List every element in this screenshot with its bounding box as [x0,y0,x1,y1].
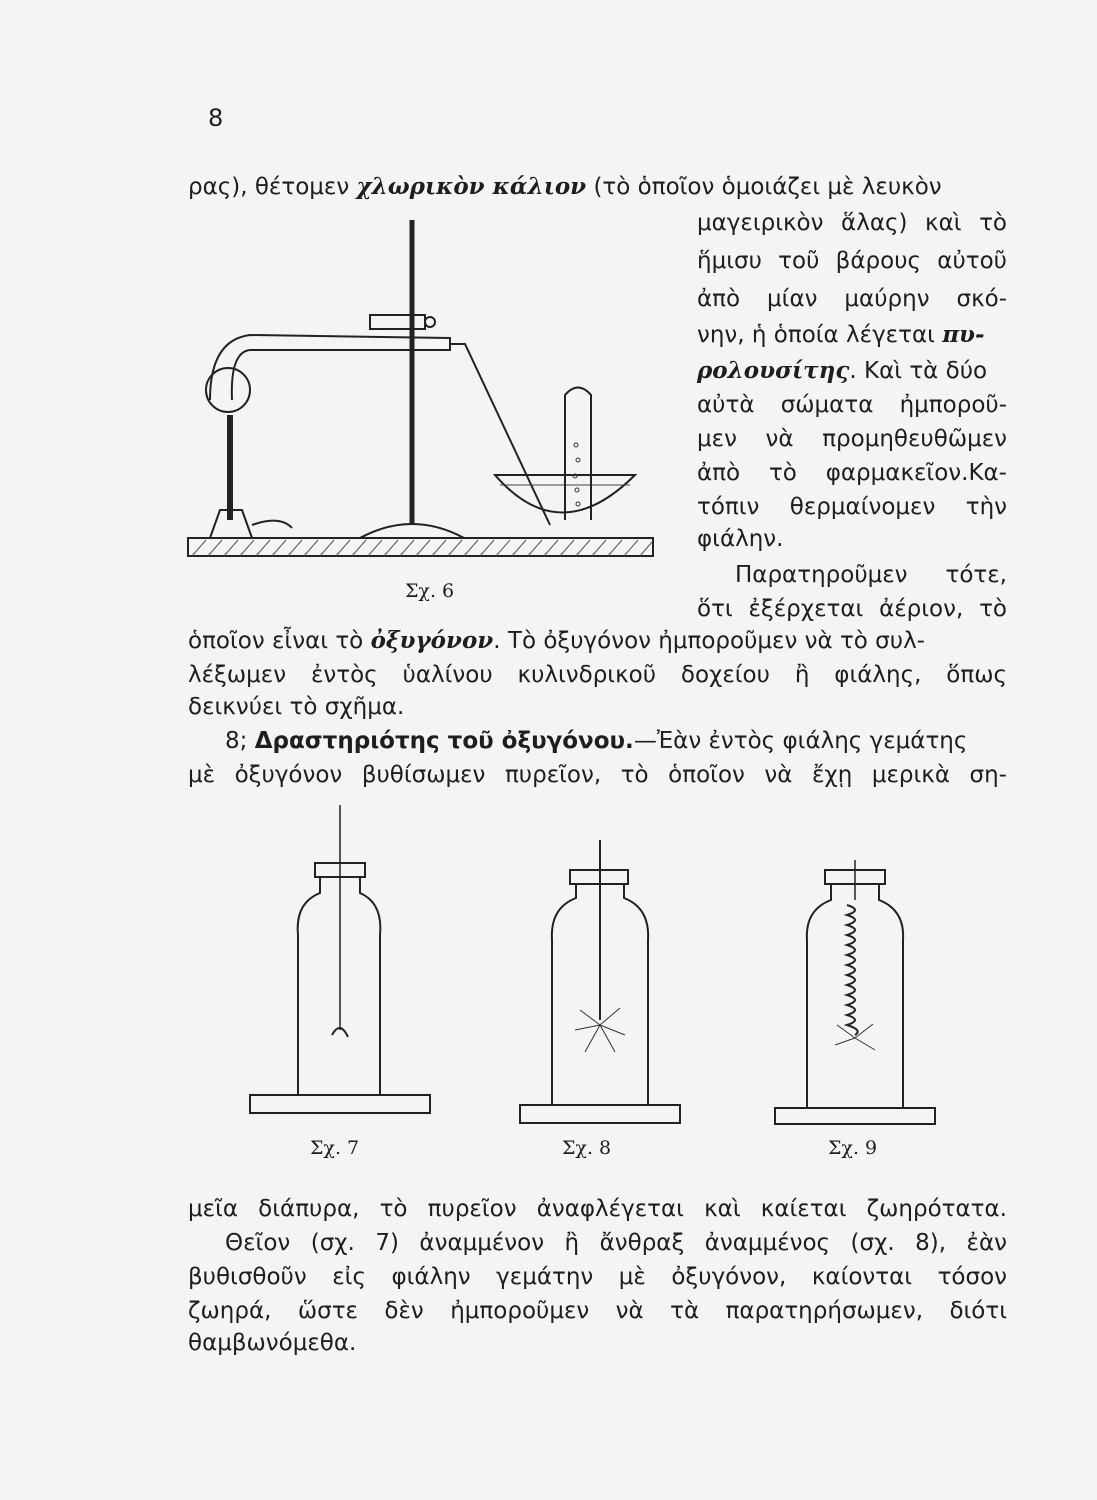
figure-7-bottle-sulfur [240,805,380,1075]
term-oxygen: ὀξυγόνον [370,627,494,654]
text-line: ζωηρά, ὥστε δὲν ἠμποροῦμεν νὰ τὰ παρατηρήσωμεν, διότι [188,1298,1007,1324]
figure-9-caption: Σχ. 9 [828,1137,878,1159]
text-line [188,172,942,202]
text-line: μαγειρικὸν ἅλας) καὶ τὸ [697,210,1007,236]
text-line: θαμβωνόμεθα. [188,1330,357,1356]
text-span: νην, ἡ ὁποία λέγεται [697,322,943,348]
term-potassium-chlorate: χλωρικὸν κάλιον [356,173,587,200]
text-line: φιάλην. [697,526,784,552]
page-number: 8 [208,104,224,132]
text-span: (τὸ ὁποῖον ὁμοιάζει μὲ λευκὸν [586,174,942,200]
text-line: μεῖα διάπυρα, τὸ πυρεῖον ἀναφλέγεται καὶ καίεται ζωηρότατα. [188,1196,1007,1222]
text-span: —Ἐὰν ἐντὸς φιάλης γεμάτης [633,728,968,754]
text-line [697,320,985,350]
text-line: ἀπὸ μίαν μαύρην σκό- [697,286,1007,312]
text-line: ὅτι ἐξέρχεται ἀέριον, τὸ [697,596,1007,622]
figure-8-bottle-charcoal [520,830,680,1110]
figure-9-bottle-iron [775,860,935,1130]
text-line: δεικνύει τὸ σχῆμα. [188,694,405,720]
figure-6-caption: Σχ. 6 [405,580,455,602]
text-line: ἀπὸ τὸ φαρμακεῖον.Κα- [697,460,1007,486]
text-span: . Καὶ τὰ δύο [849,358,988,384]
figure-7-caption: Σχ. 7 [310,1137,360,1159]
section-heading-line [225,726,967,756]
text-line: βυθισθοῦν εἰς φιάλην γεμάτην μὲ ὀξυγόνον, καίονται τόσον [188,1264,1007,1290]
text-line: τόπιν θερμαίνομεν τὴν [697,494,1007,520]
text-line: αὐτὰ σώματα ἠμποροῦ- [697,392,1007,418]
text-line: μεν νὰ προμηθευθῶμεν [697,426,1007,452]
text-line: λέξωμεν ἐντὸς ὑαλίνου κυλινδρικοῦ δοχείου ἢ φιάλης, ὅπως [188,662,1007,688]
text-line: Θεῖον (σχ. 7) ἀναμμένον ἢ ἄνθραξ ἀναμμένος (σχ. 8), ἐὰν [225,1230,1007,1256]
section-number: 8; [225,728,248,754]
term-pyrolusite-cont: ρολουσίτης [697,357,850,384]
figure-6-apparatus [180,210,660,430]
section-heading: Δραστηριότης τοῦ ὀξυγόνου. [254,728,634,754]
text-span: ρας), θέτομεν [188,174,357,200]
text-line [188,626,1007,656]
text-line: ἥμισυ τοῦ βάρους αὐτοῦ [697,248,1007,274]
text-span: . Τὸ ὀξυγόνον ἠμποροῦμεν νὰ τὸ συλ- [493,628,925,654]
figure-8-caption: Σχ. 8 [562,1137,612,1159]
text-line: μὲ ὀξυγόνον βυθίσωμεν πυρεῖον, τὸ ὁποῖον νὰ ἔχῃ μερικὰ ση- [188,762,1007,788]
term-pyrolusite: πυ- [942,321,985,348]
text-span: ὁποῖον εἶναι τὸ [188,628,371,654]
text-line [697,356,987,386]
text-line: Παρατηροῦμεν τότε, [735,562,1007,588]
